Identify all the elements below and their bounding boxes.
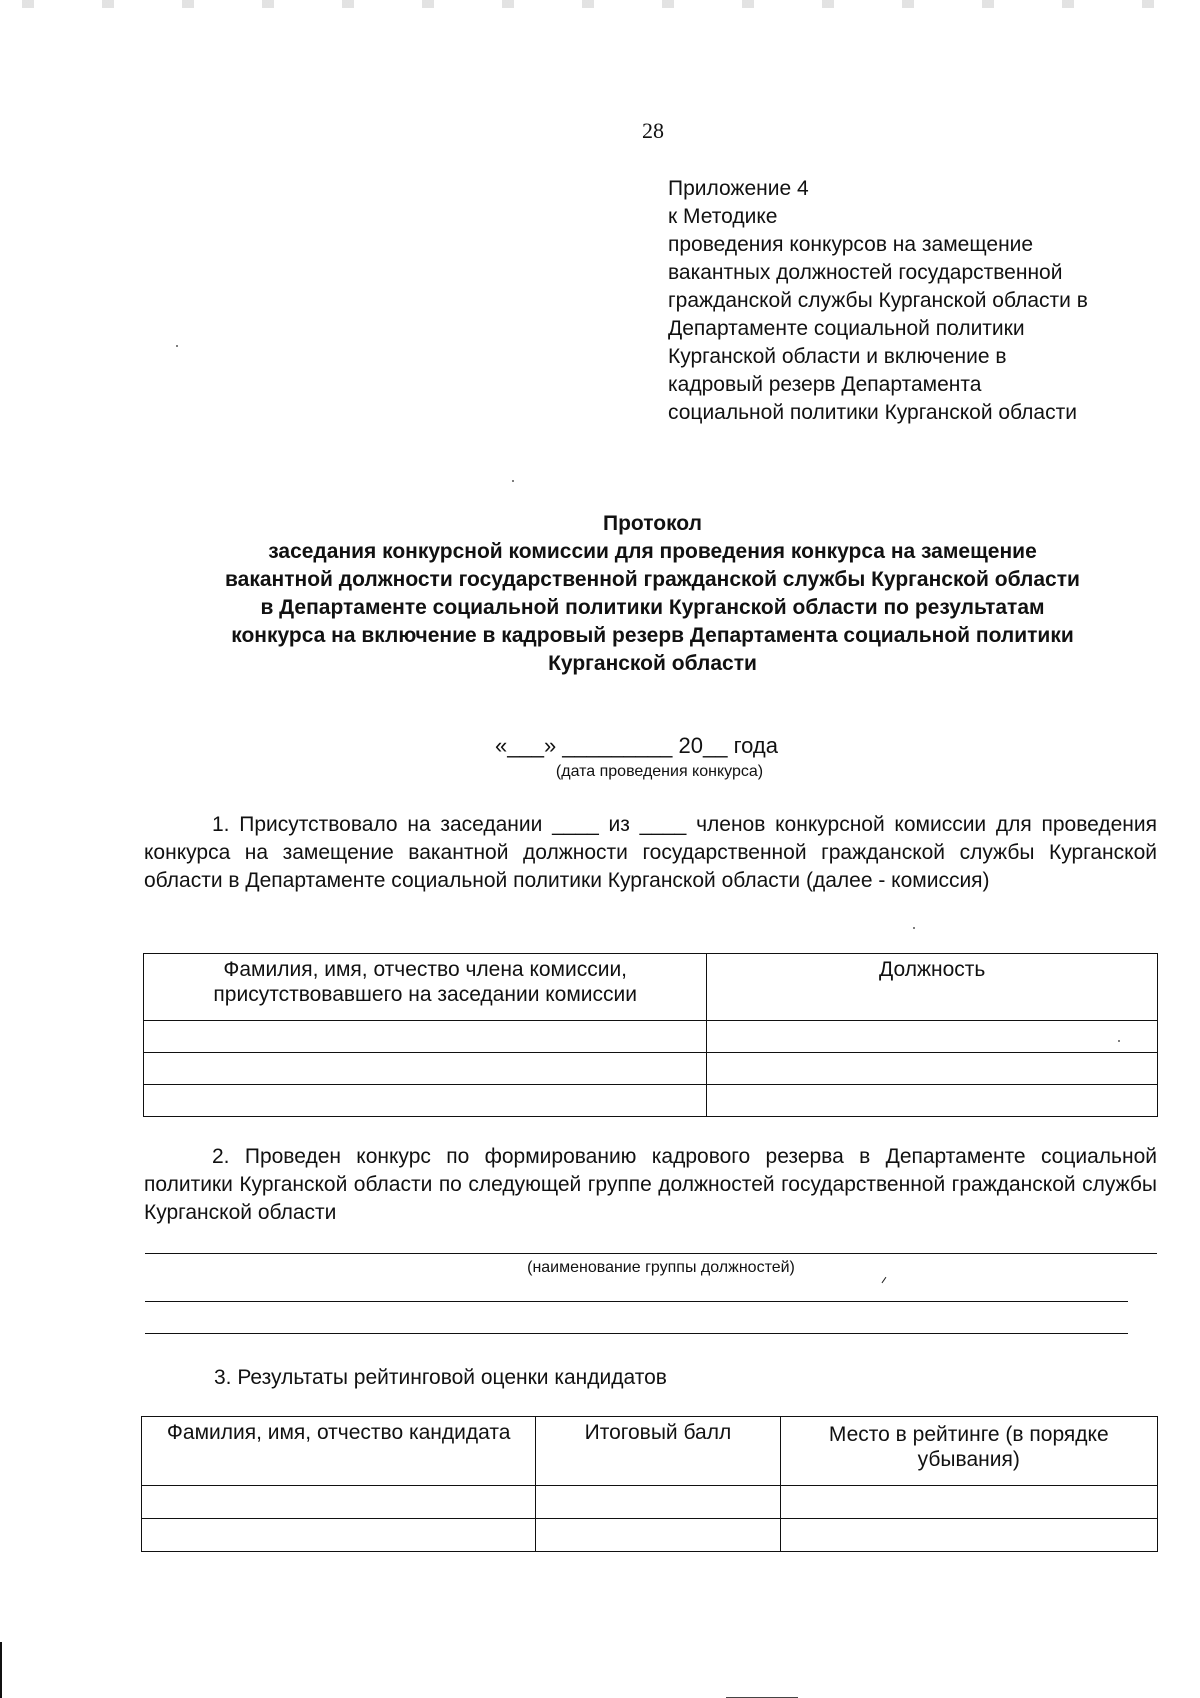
scan-speck bbox=[176, 345, 178, 347]
candidate-name-column-header bbox=[142, 1417, 536, 1486]
rating-place-cell bbox=[780, 1519, 1157, 1552]
table-row bbox=[144, 1021, 1158, 1053]
candidate-rating-table bbox=[141, 1416, 1158, 1552]
table-row bbox=[142, 1486, 1158, 1519]
total-score-column-header bbox=[536, 1417, 780, 1486]
handwritten-mark bbox=[882, 1277, 891, 1286]
title-line: вакантной должности государственной гражданской службы Курганской области bbox=[225, 568, 1080, 591]
scan-speck bbox=[913, 927, 915, 929]
total-score-cell bbox=[536, 1486, 780, 1519]
total-score-column-label: Итоговый балл bbox=[584, 1421, 732, 1444]
member-name-cell bbox=[144, 1053, 707, 1085]
candidate-name-column-label: Фамилия, имя, отчество кандидата bbox=[166, 1421, 511, 1444]
table-row bbox=[144, 1053, 1158, 1085]
member-name-column-label: Фамилия, имя, отчество члена комиссии, присутствовавшего на заседании комиссии bbox=[213, 958, 637, 1006]
position-cell bbox=[707, 1021, 1158, 1053]
position-column-label: Должность bbox=[879, 958, 986, 981]
appendix-line: Департаменте социальной политики bbox=[668, 317, 1025, 340]
title-line: Протокол bbox=[603, 512, 702, 535]
rating-results-heading: 3. Результаты рейтинговой оценки кандидатов bbox=[214, 1366, 667, 1389]
appendix-reference bbox=[668, 175, 1173, 427]
competition-paragraph bbox=[144, 1143, 1157, 1227]
competition-date-caption: (дата проведения конкурса) bbox=[555, 763, 764, 780]
member-name-column-header bbox=[144, 954, 707, 1021]
title-line: в Департаменте социальной политики Курганской области по результатам bbox=[260, 596, 1045, 619]
table-row bbox=[144, 1085, 1158, 1117]
rating-place-cell bbox=[780, 1486, 1157, 1519]
position-group-line bbox=[145, 1253, 1157, 1254]
appendix-line: проведения конкурсов на замещение bbox=[668, 233, 1034, 256]
protocol-title bbox=[140, 510, 1165, 678]
scan-left-edge-mark bbox=[0, 1642, 2, 1698]
scan-speck bbox=[512, 480, 514, 482]
scan-top-noise bbox=[0, 0, 1200, 8]
candidate-name-cell bbox=[142, 1519, 536, 1552]
appendix-line: кадровый резерв Департамента bbox=[668, 373, 982, 396]
total-score-cell bbox=[536, 1519, 780, 1552]
blank-line bbox=[145, 1301, 1128, 1302]
title-line: Курганской области bbox=[548, 652, 757, 675]
table-header-row bbox=[142, 1417, 1158, 1486]
appendix-line: вакантных должностей государственной bbox=[668, 261, 1063, 284]
position-cell bbox=[707, 1053, 1158, 1085]
position-column-header bbox=[707, 954, 1158, 1021]
appendix-line: гражданской службы Курганской области в bbox=[668, 289, 1088, 312]
competition-date-field: «___» _________ 20__ года bbox=[495, 733, 778, 758]
page-number: 28 bbox=[642, 118, 664, 143]
table-header-row bbox=[144, 954, 1158, 1021]
competition-text: 2. Проведен конкурс по формированию кадрового резерва в Департаменте социальной политики Курганской области по следующей группе должностей государственной гражданской службы Курганской области bbox=[144, 1145, 1157, 1224]
title-line: конкурса на включение в кадровый резерв Департамента социальной политики bbox=[231, 624, 1074, 647]
position-group-caption: (наименование группы должностей) bbox=[527, 1259, 795, 1276]
blank-line bbox=[145, 1333, 1128, 1334]
appendix-line: социальной политики Курганской области bbox=[668, 401, 1077, 424]
attendance-text: 1. Присутствовало на заседании ____ из ____ членов конкурсной комиссии для проведения конкурса на замещение вакантной должности государственной гражданской службы Курганской области в Департаменте социальной политики Курганской области (далее - комиссия) bbox=[144, 813, 1157, 892]
rating-place-column-header bbox=[780, 1417, 1157, 1486]
appendix-line: Курганской области и включение в bbox=[668, 345, 1007, 368]
commission-members-table bbox=[143, 953, 1158, 1117]
member-name-cell bbox=[144, 1021, 707, 1053]
table-row bbox=[142, 1519, 1158, 1552]
rating-place-column-label: Место в рейтинге (в порядке убывания) bbox=[828, 1423, 1109, 1471]
member-name-cell bbox=[144, 1085, 707, 1117]
appendix-line: Приложение 4 bbox=[668, 177, 809, 200]
position-cell bbox=[707, 1085, 1158, 1117]
candidate-name-cell bbox=[142, 1486, 536, 1519]
attendance-paragraph bbox=[144, 811, 1157, 895]
title-line: заседания конкурсной комиссии для проведения конкурса на замещение bbox=[268, 540, 1037, 563]
appendix-line: к Методике bbox=[668, 205, 778, 228]
